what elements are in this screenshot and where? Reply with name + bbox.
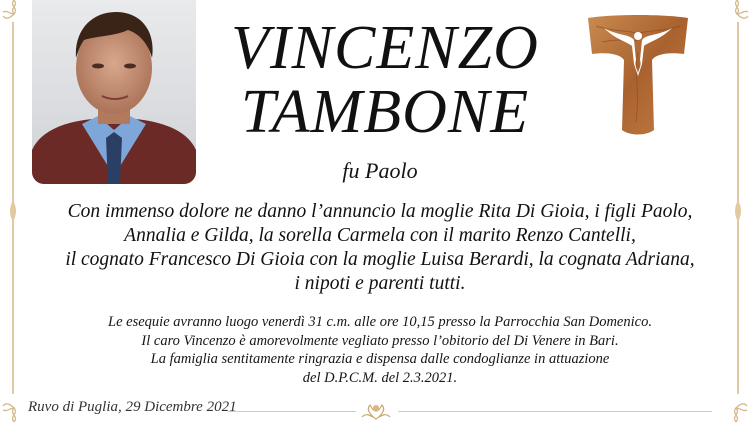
funeral-text	[40, 313, 720, 387]
funeral-line: Le esequie avranno luogo venerdì 31 c.m. alle ore 10,15 presso la Parrocchia San Domenico.	[108, 314, 652, 330]
corner-ornament-icon	[723, 396, 749, 422]
announcement-line: Con immenso dolore ne danno l’annuncio la moglie Rita Di Gioia, i figli Paolo,	[67, 201, 693, 222]
funeral-line: del D.P.C.M. del 2.3.2021.	[302, 369, 458, 386]
side-ornament-icon	[732, 200, 744, 222]
funeral-line: Il caro Vincenzo è amorevolmente vegliato presso l’obitorio del Di Venere in Bari.	[141, 332, 619, 349]
corner-ornament-icon	[1, 396, 27, 422]
funeral-line: La famiglia sentitamente ringrazia e dispensa dalle condoglianze in attuazione	[150, 351, 610, 367]
side-ornament-icon	[7, 200, 19, 222]
flower-ornament-icon	[360, 401, 392, 421]
corner-ornament-icon	[1, 0, 27, 26]
announcement-line: il cognato Francesco Di Gioia con la moglie Luisa Berardi, la cognata Adriana,	[65, 249, 695, 270]
father-name: fu Paolo	[342, 158, 418, 183]
place-date: Ruvo di Puglia, 29 Dicembre 2021	[28, 399, 237, 415]
announcement-line: Annalia e Gilda, la sorella Carmela con il marito Renzo Cantelli,	[124, 225, 636, 246]
announcement-line: i nipoti e parenti tutti.	[294, 273, 466, 294]
frame-bottom-line-left	[228, 411, 356, 412]
deceased-first-name: VINCENZO	[231, 14, 539, 82]
frame-bottom-line-right	[398, 411, 712, 412]
announcement-text	[30, 200, 730, 296]
portrait-photo	[32, 0, 196, 184]
corner-ornament-icon	[724, 0, 750, 26]
tau-cross-icon	[582, 12, 694, 138]
deceased-last-name: TAMBONE	[240, 78, 530, 146]
